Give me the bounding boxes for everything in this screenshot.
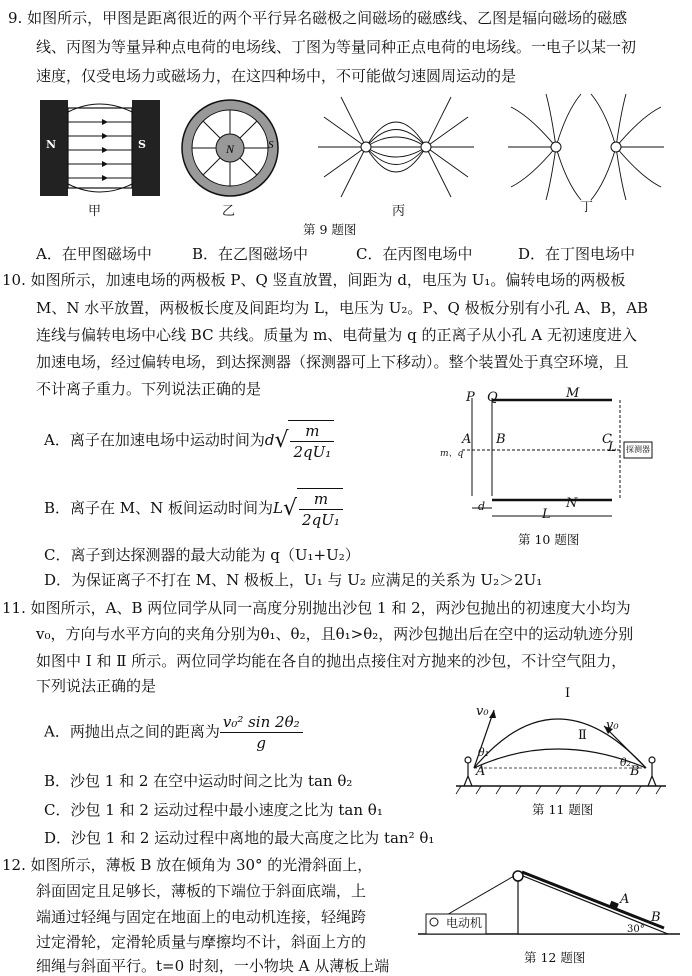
- q9-line2: 线、丙图为等量异种点电荷的电场线、丁图为等量同种正点电荷的电场线。一电子以某一初: [36, 38, 637, 56]
- q10-option-a-num: m: [290, 421, 334, 442]
- fig10-p-label: P: [466, 390, 475, 405]
- q9-line1: 9. 如图所示，甲图是距离很近的两个平行异名磁极之间磁场的磁感线、乙图是辐向磁场的磁感: [8, 9, 628, 27]
- q9-option-d[interactable]: D．在丁图电场中: [518, 245, 636, 263]
- q10-option-d[interactable]: D．为保证离子不打在 M、N 极板上，U₁ 与 U₂ 应满足的关系为 U₂＞2U₁: [44, 571, 543, 589]
- q11-option-c[interactable]: C．沙包 1 和 2 运动过程中最小速度之比为 tan θ₁: [44, 801, 383, 819]
- q11-option-a[interactable]: [44, 712, 303, 753]
- q10-option-b-coef: L: [273, 499, 284, 517]
- fig12-caption: 第 12 题图: [524, 950, 586, 965]
- fig11-path-ii-label: Ⅱ: [578, 728, 587, 743]
- q10-option-a-coef: d: [264, 431, 275, 449]
- fig12-b-label: B: [651, 910, 661, 925]
- q11-line2: v₀，方向与水平方向的夹角分别为θ₁、θ₂，且θ₁>θ₂，两沙包抛出后在空中的运动轨迹分别: [36, 625, 634, 643]
- q10-option-b-num: m: [299, 489, 343, 510]
- fig11-theta1-label: θ₁: [478, 746, 490, 759]
- q9-option-b[interactable]: B．在乙图磁场中: [192, 245, 309, 263]
- q9-option-c[interactable]: C．在丙图电场中: [356, 245, 473, 263]
- fig10-n-label: N: [566, 496, 578, 511]
- q10-option-c[interactable]: C．离子到达探测器的最大动能为 q（U₁+U₂）: [44, 546, 360, 564]
- q10-line1: 10. 如图所示，加速电场的两极板 P、Q 竖直放置，间距为 d，电压为 U₁。偏转电场的两极板: [2, 271, 626, 289]
- fig10-deflection-setup: [460, 396, 660, 526]
- q10-line5: 不计离子重力。下列说法正确的是: [36, 380, 262, 398]
- fig10-d-label: d: [478, 500, 486, 513]
- fig10-a-label: A: [462, 432, 472, 447]
- fig9-ding-like-charges: [506, 92, 666, 202]
- svg-text:S: S: [268, 139, 274, 151]
- q12-line2: 斜面固定且足够长，薄板的下端位于斜面底端，上: [36, 882, 367, 900]
- fig10-l-horizontal-label: L: [542, 507, 551, 522]
- q11-option-a-text: A．两抛出点之间的距离为: [44, 722, 220, 741]
- q11-option-a-num: v₀² sin 2θ₂: [220, 712, 303, 733]
- q12-line5: 细绳与斜面平行。t=0 时刻，一小物块 A 从薄板上端: [36, 957, 390, 975]
- fig9-caption: 第 9 题图: [303, 222, 357, 237]
- svg-text:N: N: [226, 142, 235, 156]
- q12-line4: 过定滑轮，定滑轮质量与摩擦均不计，斜面上方的: [36, 933, 367, 951]
- q11-option-d[interactable]: D．沙包 1 和 2 运动过程中离地的最大高度之比为 tan² θ₁: [44, 829, 435, 847]
- fig10-mq-label: m、q: [440, 449, 464, 459]
- q9-option-a[interactable]: A．在甲图磁场中: [36, 245, 152, 263]
- q10-line4: 加速电场，经过偏转电场，到达探测器（探测器可上下移动）。整个装置处于真空环境，且: [36, 353, 629, 371]
- q11-line3: 如图中 Ⅰ 和 Ⅱ 所示。两位同学均能在各自的抛出点接住对方抛来的沙包，不计空气阻力，: [36, 652, 627, 670]
- fig12-a-label: A: [620, 892, 630, 907]
- fig10-q-label: Q: [487, 390, 498, 405]
- fig9-label-yi: 乙: [222, 204, 236, 219]
- q10-line3: 连线与偏转电场中心线 BC 共线。质量为 m、电荷量为 q 的正离子从小孔 A 无初速度进入: [36, 326, 637, 344]
- q11-option-b[interactable]: B．沙包 1 和 2 在空中运动时间之比为 tan θ₂: [44, 772, 353, 790]
- q10-option-b[interactable]: B．离子在 M、N 板间运动时间为L√ $\frac{m}{\text{2qU₁}}$: [44, 488, 343, 530]
- fig10-c-label: C: [602, 432, 612, 447]
- q10-option-b-text: B．离子在 M、N 板间运动时间为: [44, 499, 274, 517]
- q9-line3: 速度，仅受电场力或磁场力，在这四种场中，不可能做匀速圆周运动的是: [36, 67, 517, 85]
- fig11-caption: 第 11 题图: [532, 802, 594, 817]
- q11-line4: 下列说法正确的是: [36, 677, 157, 695]
- q10-option-a-den: 2qU₁: [293, 443, 332, 461]
- fig10-caption: 第 10 题图: [518, 532, 580, 547]
- fig10-m-label: M: [566, 386, 580, 401]
- q10-option-b-den: 2qU₁: [302, 511, 340, 529]
- fig10-l-vertical-label: L: [608, 440, 617, 455]
- q10-option-a[interactable]: A．离子在加速电场中运动时间为d√ $\frac{m}{\text{2qU₁}}$: [44, 420, 334, 462]
- fig9-yi-radial-field: [180, 98, 280, 198]
- fig11-v0-b-label: v₀: [606, 718, 619, 733]
- fig10-detector-label: 探测器: [626, 445, 650, 454]
- fig12-angle-label: 30°: [627, 924, 645, 935]
- q11-option-a-den: g: [256, 734, 267, 752]
- fig9-label-jia: 甲: [88, 204, 102, 219]
- q10-line2: M、N 水平放置，两极板长度及间距均为 L，电压为 U₂。P、Q 极板分别有小孔 A、B，AB: [36, 299, 649, 317]
- fig9-label-ding: 丁: [580, 200, 594, 215]
- q10-option-a-text: A．离子在加速电场中运动时间为: [44, 431, 265, 449]
- fig12-motor-label: 电动机: [446, 916, 483, 930]
- magnet-n-label: N: [46, 138, 57, 151]
- fig10-b-label: B: [496, 432, 506, 447]
- fig11-path-i-label: Ⅰ: [565, 686, 571, 701]
- fig9-bing-opposite-charges: [316, 92, 476, 202]
- q11-line1: 11. 如图所示，A、B 两位同学从同一高度分别抛出沙包 1 和 2，两沙包抛出的初速度大小均为: [2, 599, 631, 617]
- q12-line3: 端通过轻绳与固定在地面上的电动机连接，轻绳跨: [36, 908, 367, 926]
- q12-line1: 12. 如图所示，薄板 B 放在倾角为 30° 的光滑斜面上，: [2, 856, 373, 874]
- fig9-label-bing: 丙: [392, 204, 406, 219]
- fig11-v0-a-label: v₀: [476, 704, 489, 719]
- fig11-b-label: B: [630, 764, 640, 779]
- fig11-a-label: A: [476, 764, 486, 779]
- magnet-s-label: S: [138, 138, 146, 151]
- fig11-theta2-label: θ₂: [620, 756, 632, 769]
